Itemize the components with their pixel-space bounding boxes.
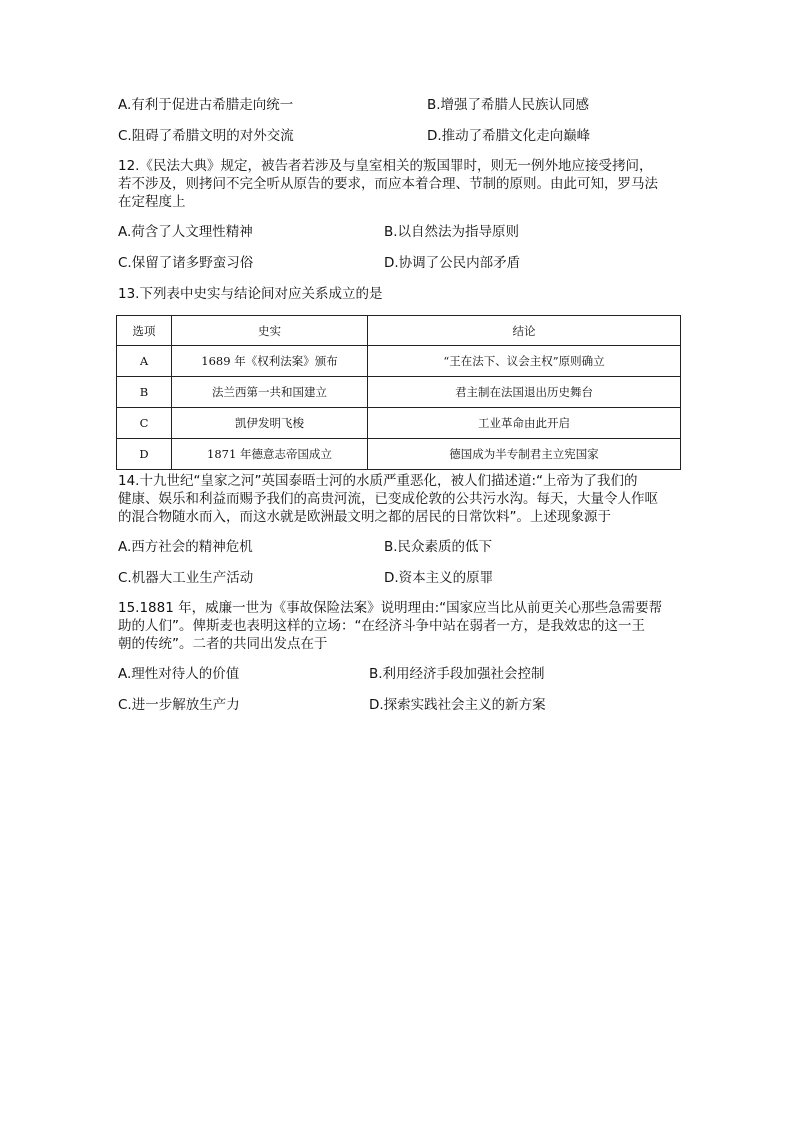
q14-stem-line2: 健康、娱乐和利益而赐予我们的高贵河流，已变成伦敦的公共污水沟。每天，大量令人作呕 — [118, 491, 658, 507]
table-row — [117, 346, 681, 377]
q12-stem-line1: 12.《民法大典》规定，被告者若涉及与皇室相关的叛国罪时，则无一例外地应接受拷问， — [118, 158, 653, 174]
table-cell-option: B — [117, 377, 172, 408]
q14-stem-line1: 14.十九世纪“皇家之河”英国泰晤士河的水质严重恶化，被人们描述道:“上帝为了我们的 — [118, 473, 638, 489]
table-cell-option: D — [117, 439, 172, 470]
table-header-fact: 史实 — [172, 316, 368, 346]
table-header-row — [117, 316, 681, 346]
q14-stem-line3: 的混合物随水而入，而这水就是欧洲最文明之都的居民的日常饮料”。上述现象源于 — [118, 509, 611, 525]
table-cell-option: A — [117, 346, 172, 377]
table-cell-fact: 1871 年德意志帝国成立 — [172, 439, 368, 470]
table-cell-conclusion: “王在法下、议会主权”原则确立 — [368, 346, 681, 377]
q11-option-a: A.有利于促进古希腊走向统一 — [118, 97, 294, 113]
q15-option-a: A.理性对待人的价值 — [118, 666, 240, 682]
q12-option-b: B.以自然法为指导原则 — [384, 224, 520, 240]
q15-stem-line2: 助的人们”。俾斯麦也表明这样的立场：“在经济斗争中站在弱者一方，是我效忠的这一王 — [118, 618, 645, 634]
table-row — [117, 377, 681, 408]
q12-stem-line3: 在定程度上 — [118, 194, 186, 210]
table-cell-option: C — [117, 408, 172, 439]
table-cell-fact: 法兰西第一共和国建立 — [172, 377, 368, 408]
q12-stem-line2: 若不涉及，则拷问不完全听从原告的要求，而应本着合理、节制的原则。由此可知，罗马法 — [118, 176, 658, 192]
table-cell-fact: 凯伊发明飞梭 — [172, 408, 368, 439]
q11-option-c: C.阻碍了希腊文明的对外交流 — [118, 128, 294, 144]
q14-option-c: C.机器大工业生产活动 — [118, 570, 254, 586]
q15-option-d: D.探索实践社会主义的新方案 — [369, 697, 546, 713]
table-header-conclusion: 结论 — [368, 316, 681, 346]
q13-stem: 13.下列表中史实与结论间对应关系成立的是 — [118, 286, 383, 302]
q12-option-c: C.保留了诸多野蛮习俗 — [118, 255, 254, 271]
q13-table — [116, 315, 681, 470]
q14-option-a: A.西方社会的精神危机 — [118, 539, 253, 555]
q12-option-d: D.协调了公民内部矛盾 — [384, 255, 521, 271]
q14-option-d: D.资本主义的原罪 — [384, 570, 494, 586]
table-cell-conclusion: 德国成为半专制君主立宪国家 — [368, 439, 681, 470]
q12-option-a: A.荷含了人文理性精神 — [118, 224, 253, 240]
q14-option-b: B.民众素质的低下 — [384, 539, 493, 555]
q15-stem-line3: 朝的传统”。二者的共同出发点在于 — [118, 636, 328, 652]
table-row — [117, 408, 681, 439]
table-header-option: 选项 — [117, 316, 172, 346]
q11-option-d: D.推动了希腊文化走向巅峰 — [427, 128, 591, 144]
table-cell-fact: 1689 年《权利法案》颁布 — [172, 346, 368, 377]
table-cell-conclusion: 工业革命由此开启 — [368, 408, 681, 439]
q15-option-b: B.利用经济手段加强社会控制 — [369, 666, 545, 682]
q15-stem-line1: 15.1881 年，威廉一世为《事故保险法案》说明理由:“国家应当比从前更关心那些急需要帮 — [118, 600, 663, 616]
q11-option-b: B.增强了希腊人民族认同感 — [427, 97, 590, 113]
q15-option-c: C.进一步解放生产力 — [118, 697, 240, 713]
table-cell-conclusion: 君主制在法国退出历史舞台 — [368, 377, 681, 408]
table-row — [117, 439, 681, 470]
